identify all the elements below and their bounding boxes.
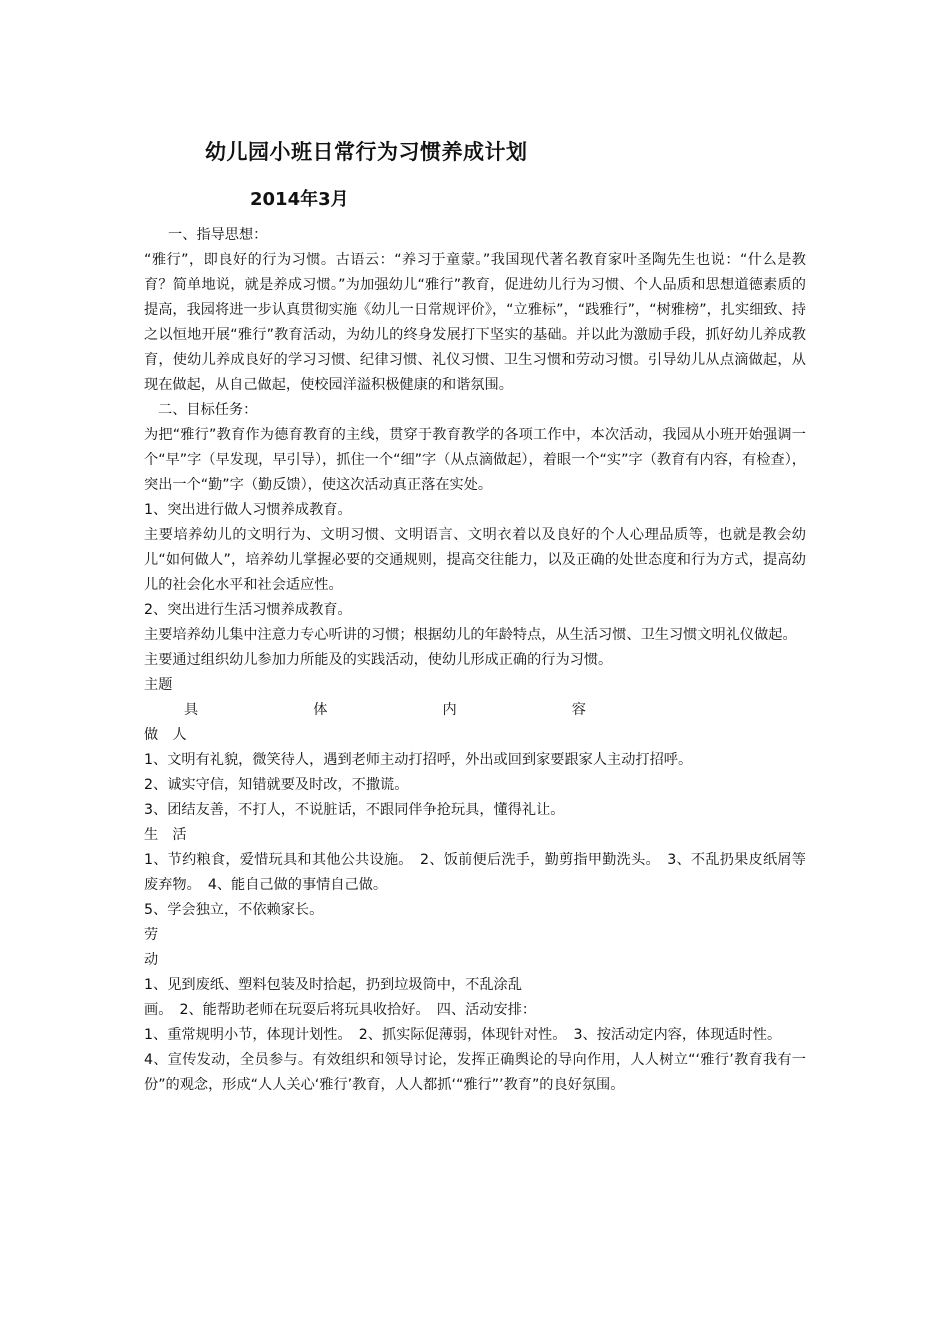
row1-theme: 做 人: [144, 727, 187, 743]
document-title: 幼儿园小班日常行为习惯养成计划: [205, 140, 528, 164]
section2-heading: 二、目标任务：: [158, 402, 258, 418]
row2-last: 5、学会独立，不依赖家长。: [144, 902, 324, 918]
item1-title: 1、突出进行做人习惯养成教育。: [144, 502, 352, 518]
row1-line: 3、团结友善，不打人，不说脏话，不跟同伴争抢玩具，懂得礼让。: [144, 802, 565, 818]
item2-text: 主要培养幼儿集中注意力专心听讲的习惯；根据幼儿的年龄特点，从生活习惯、卫生习惯文明礼仪做起。: [144, 627, 797, 643]
table-theme-label: 主题: [144, 677, 173, 693]
content-char: 体: [313, 702, 328, 718]
content-char: 容: [571, 702, 586, 718]
table-content-header: [144, 698, 806, 723]
item3-text: 主要通过组织幼儿参加力所能及的实践活动，使幼儿形成正确的行为习惯。: [144, 652, 613, 668]
document-date: 2014年3月: [250, 189, 349, 210]
section1-heading: 一、指导思想：: [168, 227, 268, 243]
row1-line: 1、文明有礼貌，微笑待人，遇到老师主动打招呼，外出或回到家要跟家人主动打招呼。: [144, 752, 693, 768]
section1-text: “雅行”，即良好的行为习惯。古语云：“养习于童蒙。”我国现代著名教育家叶圣陶先生也说：“什么是教育？简单地说，就是养成习惯。”为加强幼儿“雅行”教育，促进幼儿行为习惯、个人品质和思想道德素质的提高，我园将进一步认真贯彻实施《幼儿一日常规评价》，“立雅标”，“践雅行”，“树雅榜”，扎实细致、持之以恒地开展“雅行”教育活动，为幼儿的终身发展打下坚实的基础。并以此为激励手段，抓好幼儿养成教育，使幼儿养成良好的学习习惯、纪律习惯、礼仪习惯、卫生习惯和劳动习惯。引导幼儿从点滴做起，从现在做起，从自己做起，使校园洋溢积极健康的和谐氛围。: [144, 252, 806, 393]
section4-text2: 4、宣传发动，全员参与。有效组织和领导讨论，发挥正确舆论的导向作用，人人树立“‘雅行’教育我有一份”的观念，形成“人人关心‘雅行’教育，人人都抓‘“雅行”’教育”的良好氛围。: [144, 1052, 806, 1093]
content-char: 内: [442, 702, 457, 718]
row3-theme-b: 动: [144, 952, 159, 968]
document-body: [144, 223, 806, 1098]
row2-theme: 生 活: [144, 827, 187, 843]
row3-line1: 1、见到废纸、塑料包装及时拾起，扔到垃圾筒中，不乱涂乱: [144, 977, 522, 993]
section2-text: 为把“雅行”教育作为德育教育的主线，贯穿于教育教学的各项工作中，本次活动，我园从小班开始强调一个“早”字（早发现，早引导），抓住一个“细”字（从点滴做起），着眼一个“实”字（教育有内容，有检查），突出一个“勤”字（勤反馈），使这次活动真正落在实处。: [144, 427, 806, 493]
section4-text1: 1、重常规明小节，体现计划性。 2、抓实际促薄弱，体现针对性。 3、按活动定内容，体现适时性。: [144, 1027, 782, 1043]
row1-line: 2、诚实守信，知错就要及时改，不撒谎。: [144, 777, 409, 793]
row3-theme-a: 劳: [144, 927, 159, 943]
row2-text: 1、节约粮食，爱惜玩具和其他公共设施。 2、饭前便后洗手，勤剪指甲勤洗头。 3、不乱扔果皮纸屑等废弃物。 4、能自己做的事情自己做。: [144, 852, 806, 893]
row3-line2: 画。 2、能帮助老师在玩耍后将玩具收拾好。 四、活动安排：: [144, 1002, 537, 1018]
content-char: 具: [184, 702, 199, 718]
item2-title: 2、突出进行生活习惯养成教育。: [144, 602, 352, 618]
item1-text: 主要培养幼儿的文明行为、文明习惯、文明语言、文明衣着以及良好的个人心理品质等，也就是教会幼儿“如何做人”，培养幼儿掌握必要的交通规则，提高交往能力，以及正确的处世态度和行为方式，提高幼儿的社会化水平和社会适应性。: [144, 527, 806, 593]
